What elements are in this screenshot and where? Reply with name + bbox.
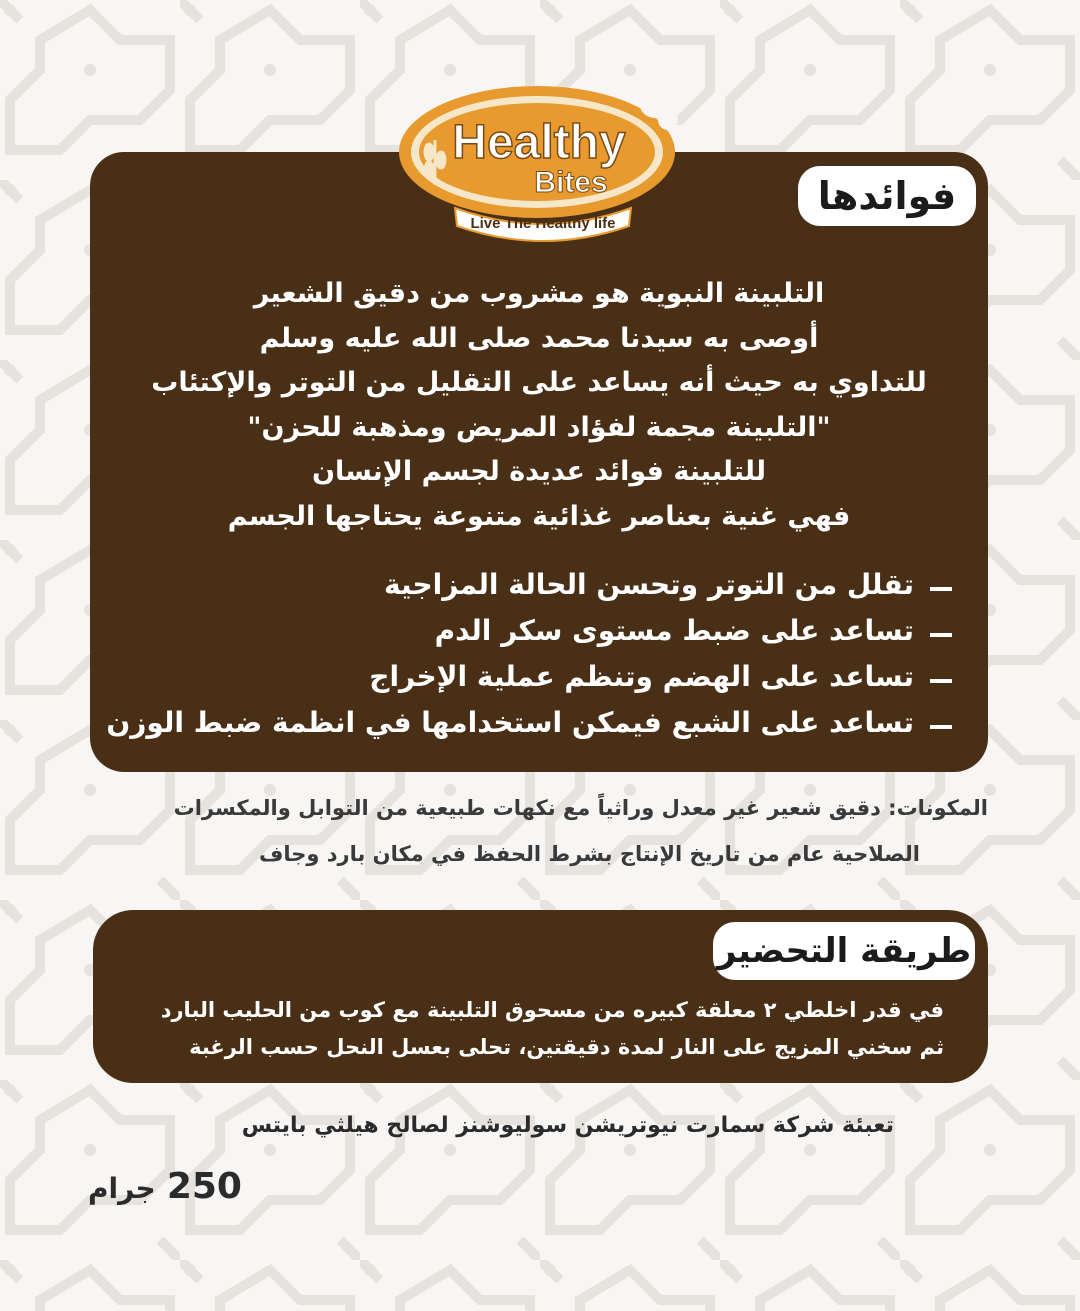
- packer-text: تعبئة شركة سمارت نيوتريشن سوليوشنز لصالح هيلثي بايتس: [241, 1113, 894, 1138]
- intro-line: التلبينة النبوية هو مشروب من دقيق الشعير: [253, 278, 825, 309]
- benefit-text: تساعد على الشبع فيمكن استخدامها في انظمة ضبط الوزن: [106, 706, 914, 739]
- weight-unit: جرام: [88, 1172, 156, 1205]
- dash-bullet: [930, 725, 952, 729]
- logo-healthy-text: Healthy: [452, 116, 626, 169]
- benefit-text: تساعد على ضبط مستوى سكر الدم: [434, 614, 914, 647]
- preparation-title: طريقة التحضير: [713, 922, 975, 980]
- list-item: [106, 562, 952, 608]
- benefits-list: [106, 562, 952, 746]
- intro-line: فهي غنية بعناصر غذائية متنوعة يحتاجها الجسم: [227, 500, 851, 532]
- ingredients-text: المكونات: دقيق شعير غير معدل وراثياً مع نكهات طبيعية من التوابل والمكسرات: [173, 796, 988, 820]
- preparation-text: [161, 992, 944, 1066]
- intro-line: أوصى به سيدنا محمد صلى الله عليه وسلم: [259, 322, 819, 354]
- list-item: [106, 654, 952, 700]
- benefits-intro: [120, 272, 958, 539]
- healthy-bites-logo: [393, 80, 685, 250]
- benefit-text: تساعد على الهضم وتنظم عملية الإخراج: [369, 660, 914, 693]
- dash-bullet: [930, 587, 952, 591]
- weight-value: 250: [166, 1166, 242, 1207]
- expiry-text: الصلاحية عام من تاريخ الإنتاج بشرط الحفظ في مكان بارد وجاف: [258, 842, 920, 866]
- preparation-line: ثم سخني المزيج على النار لمدة دقيقتين، تحلى بعسل النحل حسب الرغبة: [189, 1035, 944, 1059]
- list-item: [106, 608, 952, 654]
- logo-tagline: Live The Healthy life: [470, 215, 616, 232]
- intro-line: للتلبينة فوائد عديدة لجسم الإنسان: [312, 456, 766, 487]
- benefit-text: تقلل من التوتر وتحسن الحالة المزاجية: [384, 568, 914, 601]
- preparation-line: في قدر اخلطي ٢ معلقة كبيره من مسحوق التلبينة مع كوب من الحليب البارد: [160, 998, 944, 1022]
- list-item: [106, 700, 952, 746]
- benefits-title: فوائدها: [798, 166, 976, 226]
- dash-bullet: [930, 679, 952, 683]
- intro-line: "التلبينة مجمة لفؤاد المريض ومذهبة للحزن": [247, 411, 831, 443]
- dash-bullet: [930, 633, 952, 637]
- net-weight: [88, 1166, 242, 1207]
- logo-bites-text: Bites: [534, 166, 608, 199]
- intro-line: للتداوي به حيث أنه يساعد على التقليل من التوتر والإكتئاب: [151, 367, 927, 398]
- preparation-panel: [93, 910, 988, 1083]
